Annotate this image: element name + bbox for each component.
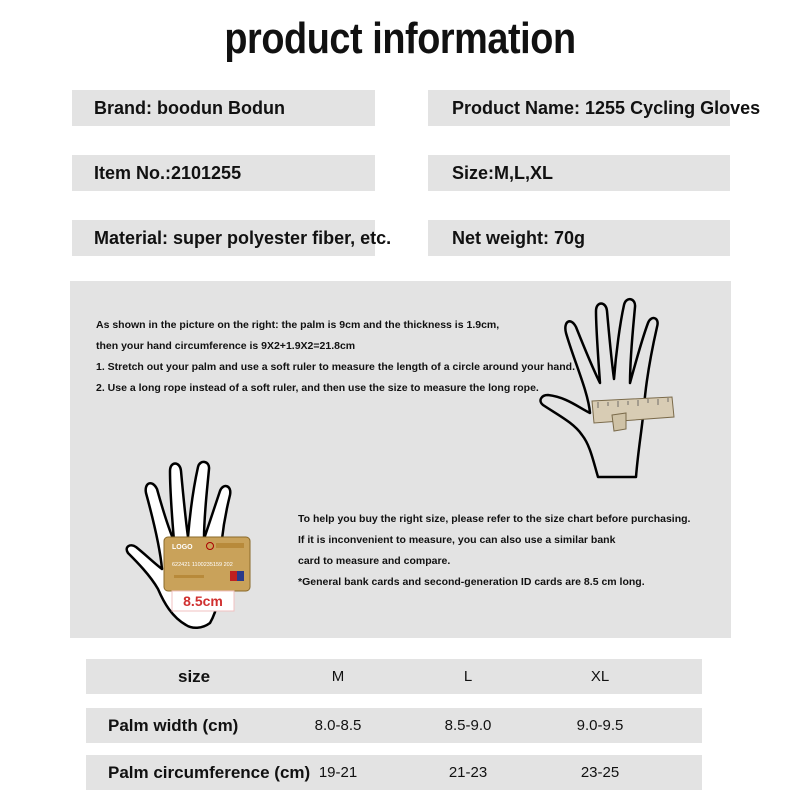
size-cell: Size:M,L,XL [428, 155, 730, 191]
table-cell: 23-25 [580, 764, 620, 781]
item-no-cell: Item No.:2101255 [72, 155, 375, 191]
bank-card-icon [164, 537, 250, 591]
table-cell: 8.5-9.0 [444, 717, 492, 734]
help-line: If it is inconvenient to measure, you can also use a similar bank [298, 534, 616, 546]
table-cell: 21-23 [448, 764, 488, 781]
hand-card-illustration [124, 457, 274, 627]
product-name-cell: Product Name: 1255 Cycling Gloves [428, 90, 730, 126]
card-length-label: 8.5cm [183, 593, 223, 609]
brand-cell: Brand: boodun Bodun [72, 90, 375, 126]
size-header-row [86, 659, 702, 694]
hand-measure-illustration [538, 295, 698, 480]
size-col-xl: XL [590, 668, 610, 685]
card-number: 622421 1100235159 202 [172, 562, 233, 568]
net-weight-cell: Net weight: 70g [428, 220, 730, 256]
row-label: Palm circumference (cm) [108, 762, 311, 782]
help-line: card to measure and compare. [298, 555, 451, 567]
hand-outline [541, 299, 658, 477]
help-line: To help you buy the right size, please refer to the size chart before purchasing. [298, 513, 691, 525]
instruction-line: As shown in the picture on the right: the palm is 9cm and the thickness is 1.9cm, [96, 319, 500, 331]
size-help-text [298, 509, 690, 593]
table-row [86, 708, 702, 743]
material-cell: Material: super polyester fiber, etc. [72, 220, 375, 256]
size-header-label: size [178, 666, 211, 686]
card-logo: LOGO [172, 544, 193, 551]
instruction-line: then your hand circumference is 9X2+1.9X2=21.8cm [96, 340, 356, 352]
measure-instructions [96, 315, 575, 399]
size-col-l: L [463, 668, 473, 685]
measurement-guide-panel [70, 281, 731, 638]
instruction-line: 2. Use a long rope instead of a soft ruler, and then use the size to measure the long rope. [96, 382, 539, 394]
instruction-line: 1. Stretch out your palm and use a soft ruler to measure the length of a circle around your hand. [96, 361, 576, 373]
table-cell: 9.0-9.5 [576, 717, 624, 734]
table-cell: 19-21 [318, 764, 358, 781]
table-row [86, 755, 702, 790]
table-cell: 8.0-8.5 [314, 717, 362, 734]
row-label: Palm width (cm) [108, 715, 239, 735]
size-col-m: M [331, 668, 345, 685]
page-title: product information [224, 14, 576, 63]
help-line: *General bank cards and second-generation ID cards are 8.5 cm long. [298, 576, 645, 588]
